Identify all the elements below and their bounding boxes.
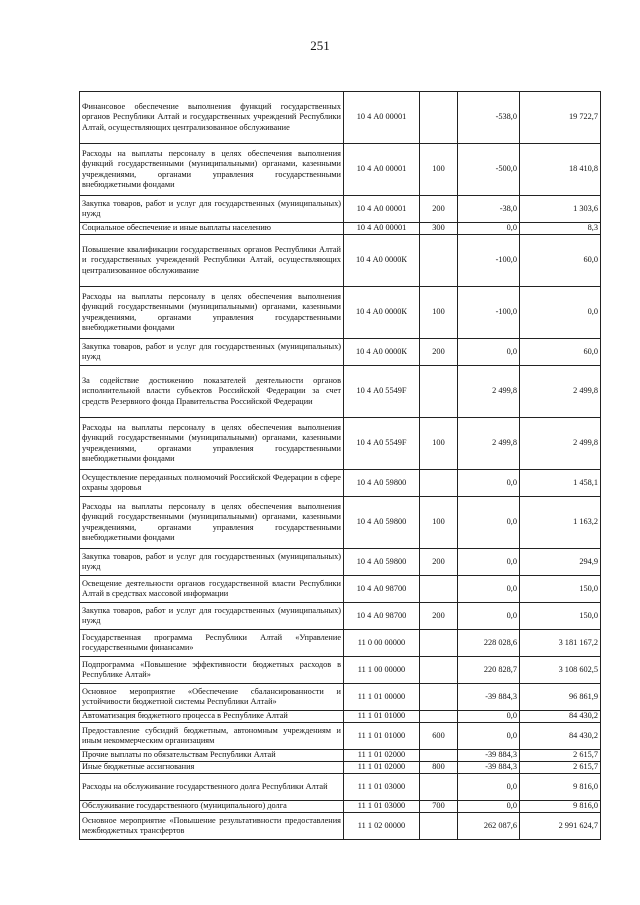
row-csr-cell: 11 1 01 02000 xyxy=(344,762,420,774)
table-row xyxy=(80,366,601,418)
row-change-cell: 0,0 xyxy=(458,711,520,723)
row-vr-cell xyxy=(420,576,458,603)
row-change-cell: 0,0 xyxy=(458,470,520,497)
row-name-cell: Закупка товаров, работ и услуг для государственных (муниципальных) нужд xyxy=(80,549,344,576)
row-change-cell: 0,0 xyxy=(458,801,520,813)
row-name-cell: Автоматизация бюджетного процесса в Республике Алтай xyxy=(80,711,344,723)
row-csr-cell: 11 1 01 03000 xyxy=(344,774,420,801)
row-name-cell: Расходы на выплаты персоналу в целях обеспечения выполнения функций государственными (муниципальными) органами, казенными учреждениями, органами управления государственными внебюджетными фондами xyxy=(80,497,344,549)
row-total-cell: 9 816,0 xyxy=(520,774,601,801)
table-row xyxy=(80,576,601,603)
table-row xyxy=(80,470,601,497)
table-row xyxy=(80,657,601,684)
row-vr-cell xyxy=(420,657,458,684)
row-name-cell: Прочие выплаты по обязательствам Республики Алтай xyxy=(80,750,344,762)
table-row xyxy=(80,287,601,339)
row-name-cell: За содействие достижению показателей деятельности органов исполнительной власти субъектов Российской Федерации за счет средств Резервного фонда Правительства Российской Федерации xyxy=(80,366,344,418)
row-name-cell: Подпрограмма «Повышение эффективности бюджетных расходов в Республике Алтай» xyxy=(80,657,344,684)
row-change-cell: 0,0 xyxy=(458,549,520,576)
table-row xyxy=(80,92,601,144)
row-change-cell: 0,0 xyxy=(458,774,520,801)
row-total-cell: 84 430,2 xyxy=(520,723,601,750)
table-row xyxy=(80,418,601,470)
row-csr-cell: 10 4 А0 5549F xyxy=(344,418,420,470)
table-row xyxy=(80,144,601,196)
row-vr-cell: 700 xyxy=(420,801,458,813)
table-row xyxy=(80,223,601,235)
row-vr-cell: 100 xyxy=(420,418,458,470)
row-change-cell: -500,0 xyxy=(458,144,520,196)
row-vr-cell: 200 xyxy=(420,196,458,223)
row-change-cell: 220 828,7 xyxy=(458,657,520,684)
row-total-cell: 3 108 602,5 xyxy=(520,657,601,684)
row-total-cell: 9 816,0 xyxy=(520,801,601,813)
row-total-cell: 1 163,2 xyxy=(520,497,601,549)
page-number: 251 xyxy=(310,38,330,53)
row-vr-cell: 300 xyxy=(420,223,458,235)
table-row xyxy=(80,339,601,366)
row-change-cell: 2 499,8 xyxy=(458,366,520,418)
row-name-cell: Основное мероприятие «Повышение результативности предоставления межбюджетных трансфертов xyxy=(80,813,344,840)
row-total-cell: 2 615,7 xyxy=(520,762,601,774)
row-name-cell: Расходы на выплаты персоналу в целях обеспечения выполнения функций государственными (муниципальными) органами, казенными учреждениями, органами управления государственными внебюджетными фондами xyxy=(80,144,344,196)
row-name-cell: Повышение квалификации государственных органов Республики Алтай и государственных учреждений Республики Алтай, осуществляющих централизованное обслуживание xyxy=(80,235,344,287)
row-csr-cell: 11 1 01 01000 xyxy=(344,723,420,750)
row-vr-cell: 800 xyxy=(420,762,458,774)
row-change-cell: 0,0 xyxy=(458,223,520,235)
table-row xyxy=(80,813,601,840)
row-total-cell: 96 861,9 xyxy=(520,684,601,711)
row-vr-cell: 200 xyxy=(420,339,458,366)
row-total-cell: 0,0 xyxy=(520,287,601,339)
row-csr-cell: 10 4 А0 5549F xyxy=(344,366,420,418)
row-vr-cell xyxy=(420,774,458,801)
row-change-cell: -100,0 xyxy=(458,235,520,287)
row-vr-cell: 600 xyxy=(420,723,458,750)
row-vr-cell xyxy=(420,92,458,144)
row-name-cell: Расходы на обслуживание государственного долга Республики Алтай xyxy=(80,774,344,801)
row-csr-cell: 10 4 А0 00001 xyxy=(344,92,420,144)
row-total-cell: 2 615,7 xyxy=(520,750,601,762)
row-total-cell: 150,0 xyxy=(520,603,601,630)
row-change-cell: 0,0 xyxy=(458,603,520,630)
row-total-cell: 18 410,8 xyxy=(520,144,601,196)
table-row xyxy=(80,711,601,723)
row-csr-cell: 10 4 А0 59800 xyxy=(344,549,420,576)
row-change-cell: -38,0 xyxy=(458,196,520,223)
row-name-cell: Закупка товаров, работ и услуг для государственных (муниципальных) нужд xyxy=(80,603,344,630)
table-row xyxy=(80,549,601,576)
row-change-cell: -538,0 xyxy=(458,92,520,144)
row-csr-cell: 10 4 А0 59800 xyxy=(344,470,420,497)
row-name-cell: Расходы на выплаты персоналу в целях обеспечения выполнения функций государственными (муниципальными) органами, казенными учреждениями, органами управления государственными внебюджетными фондами xyxy=(80,418,344,470)
row-total-cell: 60,0 xyxy=(520,339,601,366)
row-total-cell: 19 722,7 xyxy=(520,92,601,144)
row-csr-cell: 11 1 01 01000 xyxy=(344,711,420,723)
row-vr-cell xyxy=(420,711,458,723)
row-csr-cell: 10 4 А0 0000К xyxy=(344,235,420,287)
table-row xyxy=(80,196,601,223)
row-vr-cell: 100 xyxy=(420,497,458,549)
row-vr-cell xyxy=(420,684,458,711)
row-name-cell: Иные бюджетные ассигнования xyxy=(80,762,344,774)
table-row xyxy=(80,774,601,801)
row-vr-cell xyxy=(420,630,458,657)
row-change-cell: 228 028,6 xyxy=(458,630,520,657)
row-change-cell: 2 499,8 xyxy=(458,418,520,470)
budget-table xyxy=(79,91,601,840)
row-vr-cell: 200 xyxy=(420,549,458,576)
row-change-cell: -100,0 xyxy=(458,287,520,339)
row-csr-cell: 10 4 А0 98700 xyxy=(344,603,420,630)
row-name-cell: Закупка товаров, работ и услуг для государственных (муниципальных) нужд xyxy=(80,196,344,223)
row-change-cell: -39 884,3 xyxy=(458,684,520,711)
table-row xyxy=(80,684,601,711)
table-row xyxy=(80,497,601,549)
row-change-cell: -39 884,3 xyxy=(458,762,520,774)
row-change-cell: -39 884,3 xyxy=(458,750,520,762)
row-name-cell: Расходы на выплаты персоналу в целях обеспечения выполнения функций государственными (муниципальными) органами, казенными учреждениями, органами управления государственными внебюджетными фондами xyxy=(80,287,344,339)
table-row xyxy=(80,630,601,657)
budget-table-body xyxy=(80,92,601,840)
row-name-cell: Освещение деятельности органов государственной власти Республики Алтай в средствах массовой информации xyxy=(80,576,344,603)
row-csr-cell: 10 4 А0 98700 xyxy=(344,576,420,603)
table-row xyxy=(80,235,601,287)
row-csr-cell: 11 1 01 02000 xyxy=(344,750,420,762)
row-total-cell: 3 181 167,2 xyxy=(520,630,601,657)
table-row xyxy=(80,750,601,762)
row-change-cell: 0,0 xyxy=(458,723,520,750)
row-vr-cell: 200 xyxy=(420,603,458,630)
row-total-cell: 84 430,2 xyxy=(520,711,601,723)
row-total-cell: 8,3 xyxy=(520,223,601,235)
table-row xyxy=(80,801,601,813)
row-change-cell: 262 087,6 xyxy=(458,813,520,840)
row-vr-cell: 100 xyxy=(420,144,458,196)
row-vr-cell xyxy=(420,366,458,418)
row-name-cell: Финансовое обеспечение выполнения функций государственных органов Республики Алтай и государственных учреждений Республики Алтай, осуществляющих централизованное обслуживание xyxy=(80,92,344,144)
row-csr-cell: 10 4 А0 59800 xyxy=(344,497,420,549)
row-total-cell: 1 458,1 xyxy=(520,470,601,497)
row-change-cell: 0,0 xyxy=(458,497,520,549)
row-vr-cell xyxy=(420,235,458,287)
row-name-cell: Осуществление переданных полномочий Российской Федерации в сфере охраны здоровья xyxy=(80,470,344,497)
row-name-cell: Обслуживание государственного (муниципального) долга xyxy=(80,801,344,813)
table-row xyxy=(80,762,601,774)
row-total-cell: 2 991 624,7 xyxy=(520,813,601,840)
row-vr-cell xyxy=(420,813,458,840)
row-vr-cell xyxy=(420,470,458,497)
row-csr-cell: 11 1 00 00000 xyxy=(344,657,420,684)
row-name-cell: Закупка товаров, работ и услуг для государственных (муниципальных) нужд xyxy=(80,339,344,366)
row-name-cell: Государственная программа Республики Алтай «Управление государственными финансами» xyxy=(80,630,344,657)
row-total-cell: 60,0 xyxy=(520,235,601,287)
row-csr-cell: 11 1 01 03000 xyxy=(344,801,420,813)
table-row xyxy=(80,603,601,630)
row-csr-cell: 11 1 01 00000 xyxy=(344,684,420,711)
row-csr-cell: 11 0 00 00000 xyxy=(344,630,420,657)
row-total-cell: 2 499,8 xyxy=(520,366,601,418)
table-row xyxy=(80,723,601,750)
row-csr-cell: 10 4 А0 0000К xyxy=(344,339,420,366)
row-name-cell: Предоставление субсидий бюджетным, автономным учреждениям и иным некоммерческим организациям xyxy=(80,723,344,750)
row-total-cell: 1 303,6 xyxy=(520,196,601,223)
row-csr-cell: 11 1 02 00000 xyxy=(344,813,420,840)
row-csr-cell: 10 4 А0 00001 xyxy=(344,196,420,223)
row-total-cell: 294,9 xyxy=(520,549,601,576)
row-csr-cell: 10 4 А0 0000К xyxy=(344,287,420,339)
row-csr-cell: 10 4 А0 00001 xyxy=(344,223,420,235)
row-vr-cell: 100 xyxy=(420,287,458,339)
row-total-cell: 150,0 xyxy=(520,576,601,603)
row-name-cell: Социальное обеспечение и иные выплаты населению xyxy=(80,223,344,235)
row-csr-cell: 10 4 А0 00001 xyxy=(344,144,420,196)
row-name-cell: Основное мероприятие «Обеспечение сбалансированности и устойчивости бюджетной системы Республики Алтай» xyxy=(80,684,344,711)
row-change-cell: 0,0 xyxy=(458,339,520,366)
row-vr-cell xyxy=(420,750,458,762)
row-change-cell: 0,0 xyxy=(458,576,520,603)
row-total-cell: 2 499,8 xyxy=(520,418,601,470)
